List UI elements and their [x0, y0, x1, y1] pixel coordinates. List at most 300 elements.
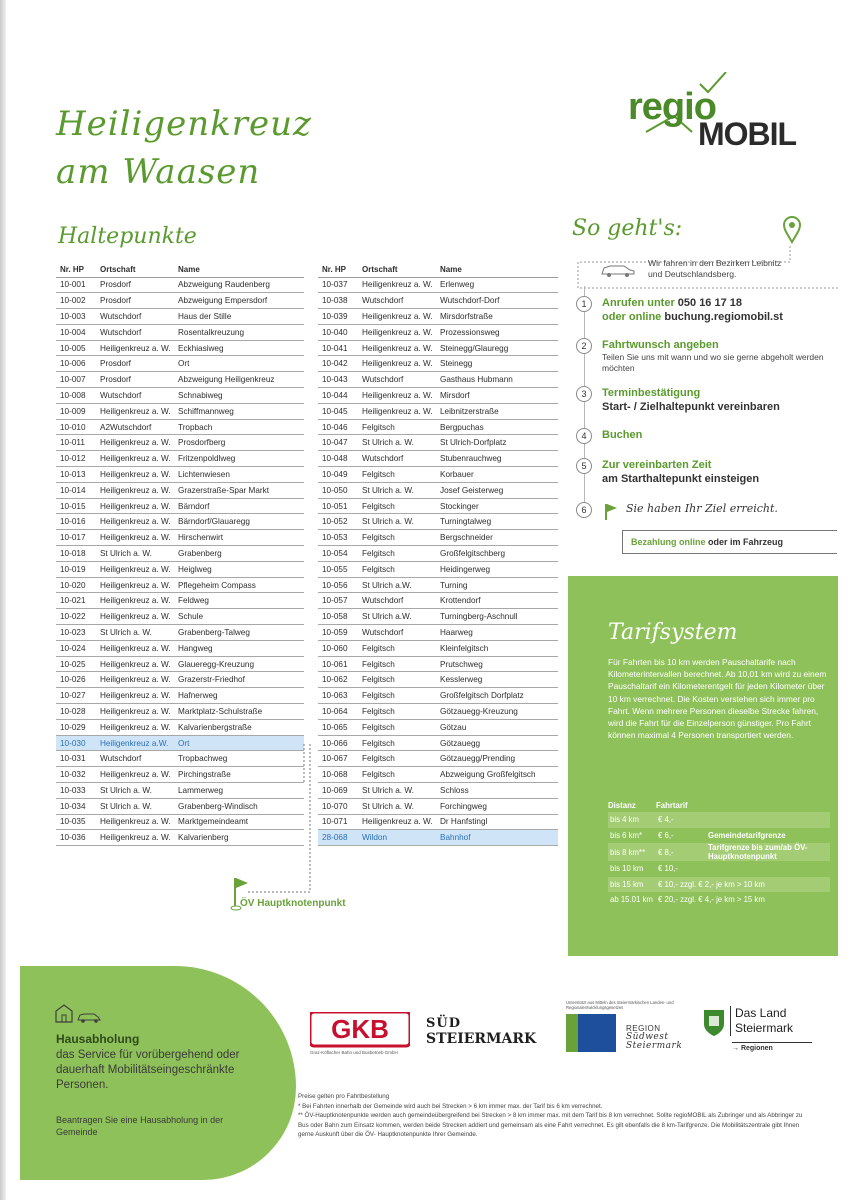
step-number: 6 [576, 502, 592, 518]
stop-name: Abzweigung Empersdorf [174, 293, 304, 309]
tarif-distance: bis 10 km [610, 864, 644, 874]
stop-nr: 10-008 [56, 388, 96, 404]
stops-table-right [318, 262, 558, 846]
stop-row [56, 609, 304, 625]
stop-row [318, 798, 558, 814]
location-pin-icon [782, 216, 802, 244]
stop-name: Feldweg [174, 593, 304, 609]
stop-ortschaft: St Ulrich a. W. [96, 783, 174, 799]
stop-nr: 10-061 [318, 656, 358, 672]
stop-ortschaft: Wutschdorf [96, 388, 174, 404]
tarif-distance: bis 15 km [608, 877, 656, 893]
stop-row [318, 704, 558, 720]
howto-intro: Wir fahren in den Bezirken Leibnitz und Deutschlandsberg. [648, 258, 782, 279]
stop-row [56, 403, 304, 419]
stop-nr: 10-012 [56, 451, 96, 467]
stop-row [318, 830, 558, 846]
stop-ortschaft: Felgitsch [358, 719, 436, 735]
stop-name: Hafnerweg [174, 688, 304, 704]
stop-row [56, 356, 304, 372]
stop-nr: 10-063 [318, 688, 358, 704]
stop-row [318, 577, 558, 593]
stop-row [318, 561, 558, 577]
stop-ortschaft: Felgitsch [358, 546, 436, 562]
sued-text-2: STEIERMARK [426, 1031, 537, 1047]
stop-nr: 10-006 [56, 356, 96, 372]
stop-name: Abzweigung Großfelgitsch [436, 767, 558, 783]
col-fare: Fahrtarif [656, 800, 688, 810]
step-4-label: Buchen [602, 429, 643, 441]
stop-nr: 10-065 [318, 719, 358, 735]
stop-ortschaft: Heiligenkreuz a. W. [96, 704, 174, 720]
stop-name: Haus der Stille [174, 309, 304, 325]
stop-nr: 10-009 [56, 403, 96, 419]
stop-ortschaft: Heiligenkreuz a. W. [96, 640, 174, 656]
stop-row [318, 435, 558, 451]
stop-name: Heiglweg [174, 561, 304, 577]
stop-row [318, 372, 558, 388]
gkb-mark [310, 1012, 410, 1048]
stop-ortschaft: Wildon [358, 830, 436, 846]
stop-name: Lichtenwiesen [174, 467, 304, 483]
stop-ortschaft: Heiligenkreuz a. W. [96, 403, 174, 419]
tarif-fare: € 10,- [658, 864, 678, 874]
step-6 [576, 502, 778, 524]
stop-row [318, 451, 558, 467]
stop-row [318, 735, 558, 751]
stop-name: Grazerstraße-Spar Markt [174, 482, 304, 498]
stop-name: Götzau [436, 719, 558, 735]
stop-name: Schloss [436, 783, 558, 799]
stop-row [56, 672, 304, 688]
stop-row [56, 688, 304, 704]
col-distance: Distanz [608, 800, 636, 810]
stop-row [318, 388, 558, 404]
stop-ortschaft: Heiligenkreuz a. W. [358, 814, 436, 830]
eu-note: Unterstützt aus Mitteln des Steiermärkischen Landes- und Regionalentwicklungsgesetzes [566, 1000, 674, 1010]
tarif-table [608, 798, 830, 908]
stop-name: Bergschneider [436, 530, 558, 546]
stop-ortschaft: St Ulrich a. W. [358, 783, 436, 799]
col-ortschaft: Ortschaft [96, 262, 174, 277]
stop-nr: 10-071 [318, 814, 358, 830]
stop-row [56, 482, 304, 498]
stop-row [318, 482, 558, 498]
stop-row [318, 324, 558, 340]
stop-row [318, 656, 558, 672]
stop-name: Rosentalkreuzung [174, 324, 304, 340]
stop-row [56, 593, 304, 609]
stop-row [56, 719, 304, 735]
stop-nr: 10-064 [318, 704, 358, 720]
stop-name: Korbauer [436, 467, 558, 483]
stop-name: Stubenrauchweg [436, 451, 558, 467]
stop-row [56, 277, 304, 293]
stop-ortschaft: Wutschdorf [358, 625, 436, 641]
flag-icon [602, 502, 620, 524]
stop-nr: 10-054 [318, 546, 358, 562]
knoten-label: ÖV Hauptknotenpunkt [240, 898, 346, 909]
tarif-fare: € 20,- zzgl. € 4,- je km > 15 km [658, 895, 765, 905]
stop-name: Götzauegg [436, 735, 558, 751]
stop-name: Mirsdorfstraße [436, 309, 558, 325]
stop-nr: 10-021 [56, 593, 96, 609]
stop-name: Josef Geisterweg [436, 482, 558, 498]
stop-row [318, 625, 558, 641]
step-6-label: Sie haben Ihr Ziel erreicht. [626, 502, 778, 515]
stop-row [318, 498, 558, 514]
stop-nr: 10-044 [318, 388, 358, 404]
stop-ortschaft: Prosdorf [96, 372, 174, 388]
tarif-distance: bis 8 km** [608, 843, 656, 861]
tarif-fare: € 4,- [656, 812, 706, 828]
tarif-note [706, 812, 830, 828]
stop-nr: 10-025 [56, 656, 96, 672]
stop-ortschaft: Heiligenkreuz a. W. [96, 656, 174, 672]
stop-ortschaft: Heiligenkreuz a. W. [96, 514, 174, 530]
stop-name: Haarweg [436, 625, 558, 641]
col-nr: Nr. HP [56, 262, 96, 277]
stop-row [318, 277, 558, 293]
note-1: Preise gelten pro Fahrtbestellung [298, 1093, 390, 1100]
stop-name: Ort [174, 735, 304, 751]
howto-heading: So geht's: [572, 216, 683, 241]
stop-name: Großfelgitsch Dorfplatz [436, 688, 558, 704]
tarif-note: Gemeindetarifgrenze [708, 830, 786, 840]
stop-ortschaft: Felgitsch [358, 561, 436, 577]
stop-name: Abzweigung Heiligenkreuz [174, 372, 304, 388]
stop-ortschaft: Felgitsch [358, 467, 436, 483]
stop-nr: 10-037 [318, 277, 358, 293]
stop-name: Kesslerweg [436, 672, 558, 688]
stop-nr: 10-057 [318, 593, 358, 609]
stop-row [318, 514, 558, 530]
house-car-icon [54, 1002, 102, 1024]
stop-nr: 10-022 [56, 609, 96, 625]
stop-nr: 10-029 [56, 719, 96, 735]
stop-name: Lammerweg [174, 783, 304, 799]
stop-name: Ort [174, 356, 304, 372]
stop-row [56, 340, 304, 356]
stop-row [318, 530, 558, 546]
stop-ortschaft: Heiligenkreuz a. W. [96, 830, 174, 846]
stop-row [56, 498, 304, 514]
stop-nr: 10-024 [56, 640, 96, 656]
stop-name: Tropbachweg [174, 751, 304, 767]
stop-nr: 10-018 [56, 546, 96, 562]
stop-row [56, 514, 304, 530]
stop-ortschaft: Felgitsch [358, 688, 436, 704]
stop-ortschaft: St Ulrich a. W. [358, 435, 436, 451]
stop-ortschaft: Heiligenkreuz a. W. [96, 451, 174, 467]
stop-nr: 10-052 [318, 514, 358, 530]
stop-name: Prozessionsweg [436, 324, 558, 340]
tarif-panel [568, 576, 838, 956]
step-1 [576, 296, 783, 324]
stop-name: Wutschdorf-Dorf [436, 293, 558, 309]
step-5-label: Zur vereinbarten Zeit [602, 459, 712, 471]
stop-nr: 10-046 [318, 419, 358, 435]
stop-nr: 10-013 [56, 467, 96, 483]
stop-ortschaft: Heiligenkreuz a. W. [96, 593, 174, 609]
stop-nr: 10-045 [318, 403, 358, 419]
stop-ortschaft: Wutschdorf [358, 372, 436, 388]
step-number: 3 [576, 386, 592, 402]
step-5 [576, 458, 759, 486]
stop-ortschaft: Heiligenkreuz a. W. [96, 577, 174, 593]
stop-row [318, 293, 558, 309]
page-title [56, 100, 312, 196]
note-3: ** ÖV-Hauptknotenpunkte werden auch gemeindeübergreifend bei Strecken > 8 km immer max. mit dem Tarif bis 8 km verrechnet. Sollte regioMOBIL als Zubringer und als Abbringer zu Bus oder Bahn zum Einsatz kommen, werden beide Strecken addiert und gemeinsam als eine Fahrt verrechnet. Es gilt ebenfalls die 8 km-Tarifgrenze. Die Mobilitätszentrale gibt Ihnen gerne Auskunft über die ÖV- Hauptknotenpunkte Ihrer Gemeinde. [298, 1112, 803, 1139]
title-line-2: am Waasen [56, 152, 261, 192]
stop-row [318, 767, 558, 783]
stop-name: Pirchingstraße [174, 767, 304, 783]
stop-nr: 10-043 [318, 372, 358, 388]
tarif-distance: bis 6 km* [610, 830, 643, 840]
region-text-1: REGION [626, 1024, 661, 1033]
stop-ortschaft: Wutschdorf [96, 309, 174, 325]
stop-row [318, 356, 558, 372]
stop-name: Forchingweg [436, 798, 558, 814]
stop-nr: 10-042 [318, 356, 358, 372]
stop-ortschaft: Heiligenkreuz a. W. [96, 609, 174, 625]
stop-ortschaft: Heiligenkreuz a. W. [358, 403, 436, 419]
stop-name: Marktplatz-Schulstraße [174, 704, 304, 720]
stop-ortschaft: St Ulrich a.W. [358, 577, 436, 593]
stop-name: Schnabiweg [174, 388, 304, 404]
stop-ortschaft: St Ulrich a. W. [358, 798, 436, 814]
stop-name: Heidingerweg [436, 561, 558, 577]
stop-row [56, 324, 304, 340]
logo-regio: regio [628, 86, 716, 128]
tarif-note: Tarifgrenze bis zum/ab ÖV-Hauptknotenpunkt [706, 843, 830, 861]
stop-row [318, 546, 558, 562]
stop-nr: 10-049 [318, 467, 358, 483]
stop-row [56, 435, 304, 451]
region-text-3: Steiermark [626, 1041, 683, 1051]
footnotes [298, 1092, 808, 1140]
stop-row [56, 388, 304, 404]
stop-nr: 10-060 [318, 640, 358, 656]
stop-row [318, 719, 558, 735]
stop-ortschaft: A2Wutschdorf [96, 419, 174, 435]
stop-name: Prutschweg [436, 656, 558, 672]
stop-ortschaft: Prosdorf [96, 293, 174, 309]
stop-row [56, 625, 304, 641]
step-number: 5 [576, 458, 592, 474]
title-line-1: Heiligenkreuz [56, 104, 312, 144]
tarif-distance: ab 15.01 km [610, 895, 653, 905]
stop-name: Leibnitzerstraße [436, 403, 558, 419]
tarif-row [608, 843, 830, 861]
stop-name: Hangweg [174, 640, 304, 656]
stop-name: Steinegg/Glauregg [436, 340, 558, 356]
stop-nr: 10-067 [318, 751, 358, 767]
stop-row [318, 419, 558, 435]
stop-name: Eckhiasiweg [174, 340, 304, 356]
stop-name: Grabenberg [174, 546, 304, 562]
stop-name: Erlenweg [436, 277, 558, 293]
stop-nr: 10-030 [56, 735, 96, 751]
stop-ortschaft: Heiligenkreuz a. W. [358, 277, 436, 293]
tarif-row [608, 877, 830, 893]
stop-nr: 10-028 [56, 704, 96, 720]
stop-nr: 10-053 [318, 530, 358, 546]
stop-name: Bärndorf [174, 498, 304, 514]
coat-of-arms-icon [702, 1008, 726, 1038]
step-5-sub: am Starthaltepunkt einsteigen [602, 473, 760, 485]
stop-nr: 10-032 [56, 767, 96, 783]
stop-name: Mirsdorf [436, 388, 558, 404]
haus-title: Hausabholung [56, 1032, 140, 1046]
stop-nr: 10-007 [56, 372, 96, 388]
stop-row [56, 704, 304, 720]
stop-ortschaft: Felgitsch [358, 656, 436, 672]
stop-row [318, 751, 558, 767]
payment-vehicle: oder im Fahrzeug [705, 537, 784, 547]
step-2-label: Fahrtwunsch angeben [602, 339, 719, 351]
step-number: 1 [576, 296, 592, 312]
stop-nr: 10-014 [56, 482, 96, 498]
stop-ortschaft: Wutschdorf [96, 751, 174, 767]
stop-row [318, 688, 558, 704]
stop-ortschaft: Heiligenkreuz a. W. [96, 688, 174, 704]
car-icon [600, 262, 636, 278]
stop-ortschaft: Heiligenkreuz a. W. [96, 435, 174, 451]
tarif-note [706, 861, 830, 877]
stop-name: Kalvarienbergstraße [174, 719, 304, 735]
tarif-text: Für Fahrten bis 10 km werden Pauschaltarife nach Kilometerintervallen berechnet. Ab 10,01 km wird zu einem Pauschaltarif ein Kilometerentgelt für jeden Kilometer über 10 km verrechnet. Die Kosten verstehen sich immer pro Fahrt. Wenn mehrere Personen dieselbe Strecke fahren, wird die Fahrt für die Einzelperson günstiger. Pro Fahrt können maximal 4 Personen transportiert werden. [608, 657, 827, 741]
stops-heading: Haltepunkte [58, 224, 197, 249]
stop-ortschaft: Felgitsch [358, 704, 436, 720]
stop-ortschaft: Prosdorf [96, 356, 174, 372]
stop-ortschaft: Felgitsch [358, 419, 436, 435]
stop-nr: 10-015 [56, 498, 96, 514]
gkb-logo [310, 1012, 410, 1053]
regiomobil-logo [628, 72, 818, 162]
stop-ortschaft: Heiligenkreuz a. W. [96, 672, 174, 688]
stop-ortschaft: St Ulrich a. W. [358, 514, 436, 530]
land-sub: → Regionen [732, 1042, 812, 1052]
tarif-heading: Tarifsystem [608, 620, 738, 645]
region-suedwest-logo [566, 1000, 716, 1060]
step-1-url: buchung.regiomobil.st [664, 311, 783, 323]
stop-ortschaft: Wutschdorf [358, 593, 436, 609]
stop-name: Grabenberg-Talweg [174, 625, 304, 641]
tarif-fare: € 10,- zzgl. € 2,- je km > 10 km [656, 877, 830, 893]
stop-ortschaft: Felgitsch [358, 640, 436, 656]
stop-nr: 10-059 [318, 625, 358, 641]
stop-ortschaft: Felgitsch [358, 735, 436, 751]
tarif-fare: € 8,- [656, 843, 706, 861]
stop-ortschaft: Heiligenkreuz a. W. [358, 309, 436, 325]
stop-nr: 10-040 [318, 324, 358, 340]
stop-nr: 10-005 [56, 340, 96, 356]
stop-name: Krottendorf [436, 593, 558, 609]
stop-ortschaft: St Ulrich a. W. [96, 798, 174, 814]
stop-nr: 10-048 [318, 451, 358, 467]
stop-row [318, 309, 558, 325]
stop-ortschaft: Heiligenkreuz a. W. [96, 767, 174, 783]
step-3-sub: Start- / Zielhaltepunkt vereinbaren [602, 401, 780, 413]
stop-ortschaft: Felgitsch [358, 498, 436, 514]
stop-nr: 10-011 [56, 435, 96, 451]
stop-row [318, 783, 558, 799]
stop-ortschaft: Felgitsch [358, 767, 436, 783]
sponsor-logos [310, 1000, 840, 1070]
stop-row [56, 419, 304, 435]
stop-nr: 10-050 [318, 482, 358, 498]
tarif-fare: € 6,- [658, 830, 674, 840]
stop-ortschaft: Felgitsch [358, 751, 436, 767]
stop-row [56, 467, 304, 483]
stop-nr: 10-039 [318, 309, 358, 325]
stop-name: Marktgemeindeamt [174, 814, 304, 830]
col-nr: Nr. HP [318, 262, 358, 277]
stop-name: Tropbach [174, 419, 304, 435]
stop-name: Stockinger [436, 498, 558, 514]
suedsteiermark-logo [426, 1016, 536, 1047]
stop-name: Kalvarienberg [174, 830, 304, 846]
stop-name: St Ulrich-Dorfplatz [436, 435, 558, 451]
stop-ortschaft: Wutschdorf [358, 451, 436, 467]
stop-row [56, 656, 304, 672]
col-name: Name [436, 262, 558, 277]
stop-ortschaft: Heiligenkreuz a. W. [96, 530, 174, 546]
stop-name: Fritzenpoldlweg [174, 451, 304, 467]
stop-name: Glaueregg-Kreuzung [174, 656, 304, 672]
stop-nr: 10-047 [318, 435, 358, 451]
stop-name: Großfelgitschberg [436, 546, 558, 562]
stop-name: Turningberg-Aschnull [436, 609, 558, 625]
tarif-distance: bis 4 km [608, 812, 656, 828]
note-2: * Bei Fahrten innerhalb der Gemeinde wird auch bei Strecken > 6 km immer max. der Tarif bis 6 km verrechnet. [298, 1102, 603, 1110]
stop-name: Grabenberg-Windisch [174, 798, 304, 814]
step-1-label: Anrufen unter [602, 297, 678, 309]
stop-name: Kleinfelgitsch [436, 640, 558, 656]
stop-ortschaft: Heiligenkreuz a. W. [358, 340, 436, 356]
stop-nr: 10-041 [318, 340, 358, 356]
step-2-sub: Teilen Sie uns mit wann und wo sie gerne abgeholt werden möchten [602, 352, 824, 373]
stop-row [56, 293, 304, 309]
stop-name: Gasthaus Hubmann [436, 372, 558, 388]
stop-nr: 10-062 [318, 672, 358, 688]
stop-nr: 10-001 [56, 277, 96, 293]
stop-name: Schiffmannweg [174, 403, 304, 419]
stop-row [318, 593, 558, 609]
stop-row [318, 640, 558, 656]
stop-row [318, 340, 558, 356]
stop-row [318, 814, 558, 830]
step-3-label: Terminbestätigung [602, 387, 701, 399]
land-text-1: Das Land [735, 1006, 787, 1020]
stop-nr: 10-017 [56, 530, 96, 546]
stop-name: Götzauegg-Kreuzung [436, 704, 558, 720]
stop-row [56, 451, 304, 467]
logo-mobil: MOBIL [698, 116, 797, 152]
tarif-row [608, 892, 830, 908]
stop-ortschaft: Wutschdorf [358, 293, 436, 309]
stop-nr: 10-031 [56, 751, 96, 767]
stop-row [56, 640, 304, 656]
stop-nr: 10-069 [318, 783, 358, 799]
stop-nr: 10-026 [56, 672, 96, 688]
stop-nr: 10-004 [56, 324, 96, 340]
tarif-row [608, 812, 830, 828]
stop-row [318, 609, 558, 625]
stop-ortschaft: Wutschdorf [96, 324, 174, 340]
tarif-row [608, 828, 830, 844]
